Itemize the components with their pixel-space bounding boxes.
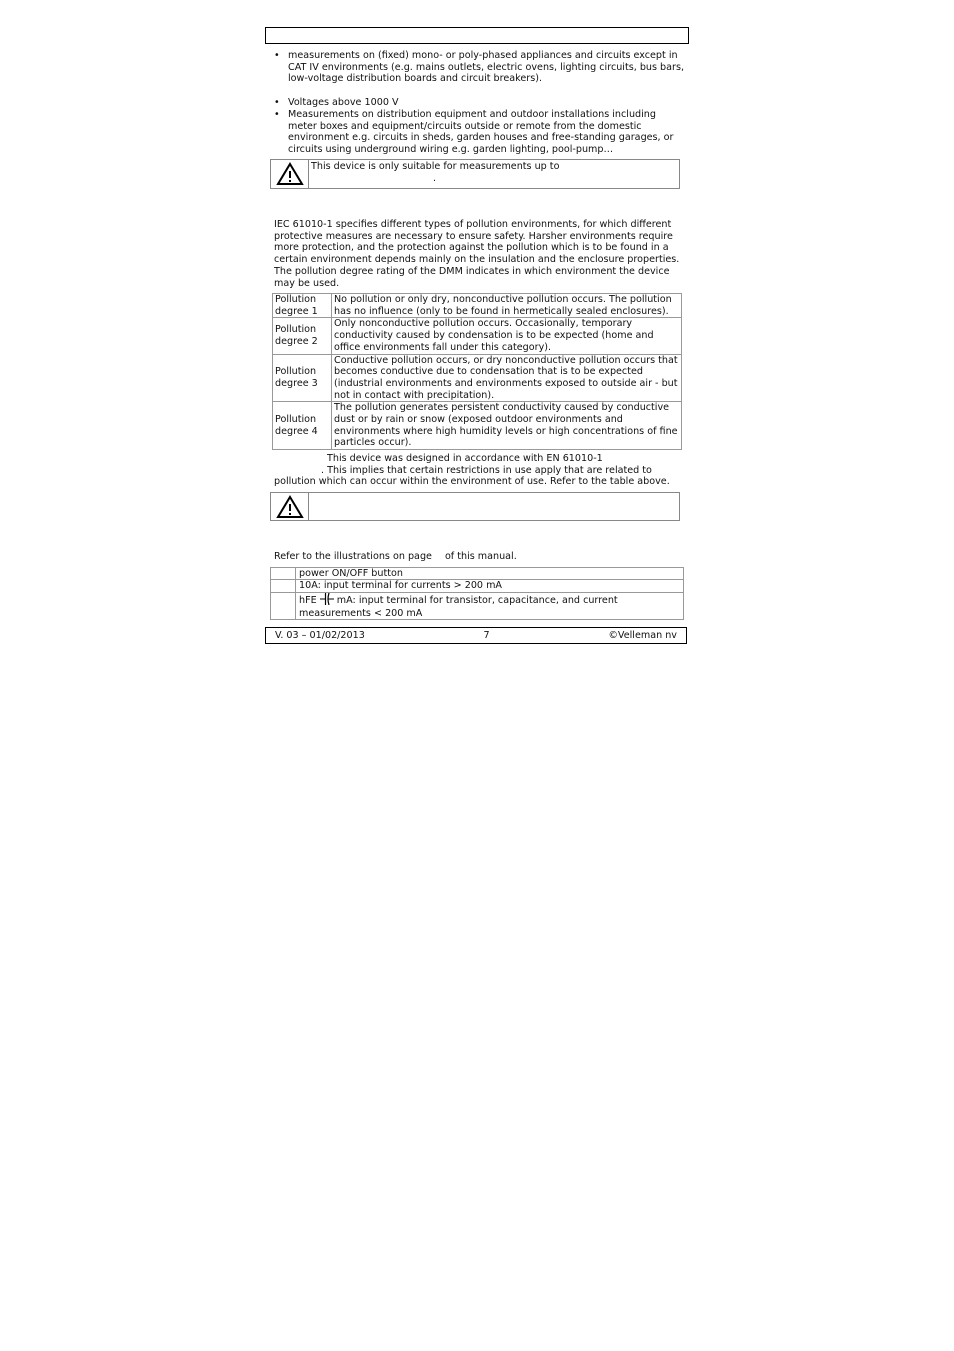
warning-text: This device is only suitable for measurements up to . (311, 161, 560, 184)
footer-copyright: ©Velleman nv (608, 630, 677, 641)
table-row: power ON/OFF button (271, 568, 684, 580)
table-row: Pollution degree 3 Conductive pollution occurs, or dry nonconductive pollution occurs that becomes conductive due to condensation that is to be expected (industrial environments and environments exposed to outside air - but not in contact with precipitation). (273, 354, 682, 402)
table-row: hFE mA: input terminal for transistor, capacitance, and current measurements < 200 mA (271, 592, 684, 620)
footer-page-number: 7 (483, 630, 490, 641)
footer-version: V. 03 – 01/02/2013 (275, 630, 365, 641)
list-item: • measurements on (fixed) mono- or poly-phased appliances and circuits except in CAT IV environments (e.g. mains outlets, electric ovens, lighting circuits, bus bars, low-voltage distribution boards and circuit breakers). (274, 50, 684, 85)
header-box (265, 27, 689, 44)
table-row: Pollution degree 1 No pollution or only dry, nonconductive pollution occurs. The pollution has no influence (only to be found in hermetically sealed enclosures). (273, 294, 682, 318)
list-item: • Voltages above 1000 V (274, 97, 684, 109)
warning-triangle-icon (271, 160, 309, 188)
table-row: Pollution degree 2 Only nonconductive pollution occurs. Occasionally, temporary conductivity caused by condensation is to be expected (home and office environments fall under this category). (273, 318, 682, 354)
warning-box-2 (270, 492, 680, 521)
parts-table (270, 567, 684, 620)
warning-box (270, 159, 680, 189)
list-item: • Measurements on distribution equipment and outdoor installations including meter boxes and equipment/circuits outside or remote from the domestic environment e.g. circuits in sheds, garden houses and free-standing garages, or circuits using underground wiring e.g. garden lighting, pool-pump… (274, 109, 684, 156)
page-footer (265, 627, 687, 644)
capacitor-icon (320, 593, 334, 608)
warning-triangle-icon (271, 493, 309, 520)
table-row: Pollution degree 4 The pollution generates persistent conductivity caused by conductive dust or by rain or snow (exposed outdoor environments and environments where high humidity levels or high concentrations of fine particles occur). (273, 402, 682, 450)
refer-line: Refer to the illustrations on page of this manual. (274, 551, 517, 562)
warning-text (309, 493, 313, 520)
pollution-table (272, 293, 682, 450)
bullet-list (274, 50, 684, 156)
intro-paragraph: IEC 61010-1 specifies different types of pollution environments, for which different protective measures are necessary to ensure safety. Harsher environments require more protection, and the protection against the pollution which is to be found in a certain environment depends mainly on the insulation and the enclosure properties. The pollution degree rating of the DMM indicates in which environment the device may be used. (274, 219, 680, 289)
table-row: 10A: input terminal for currents > 200 mA (271, 580, 684, 592)
design-note: This device was designed in accordance with EN 61010-1 . This implies that certain restrictions in use apply that are related to pollution which can occur within the environment of use. Refer to the table above. (274, 453, 670, 488)
